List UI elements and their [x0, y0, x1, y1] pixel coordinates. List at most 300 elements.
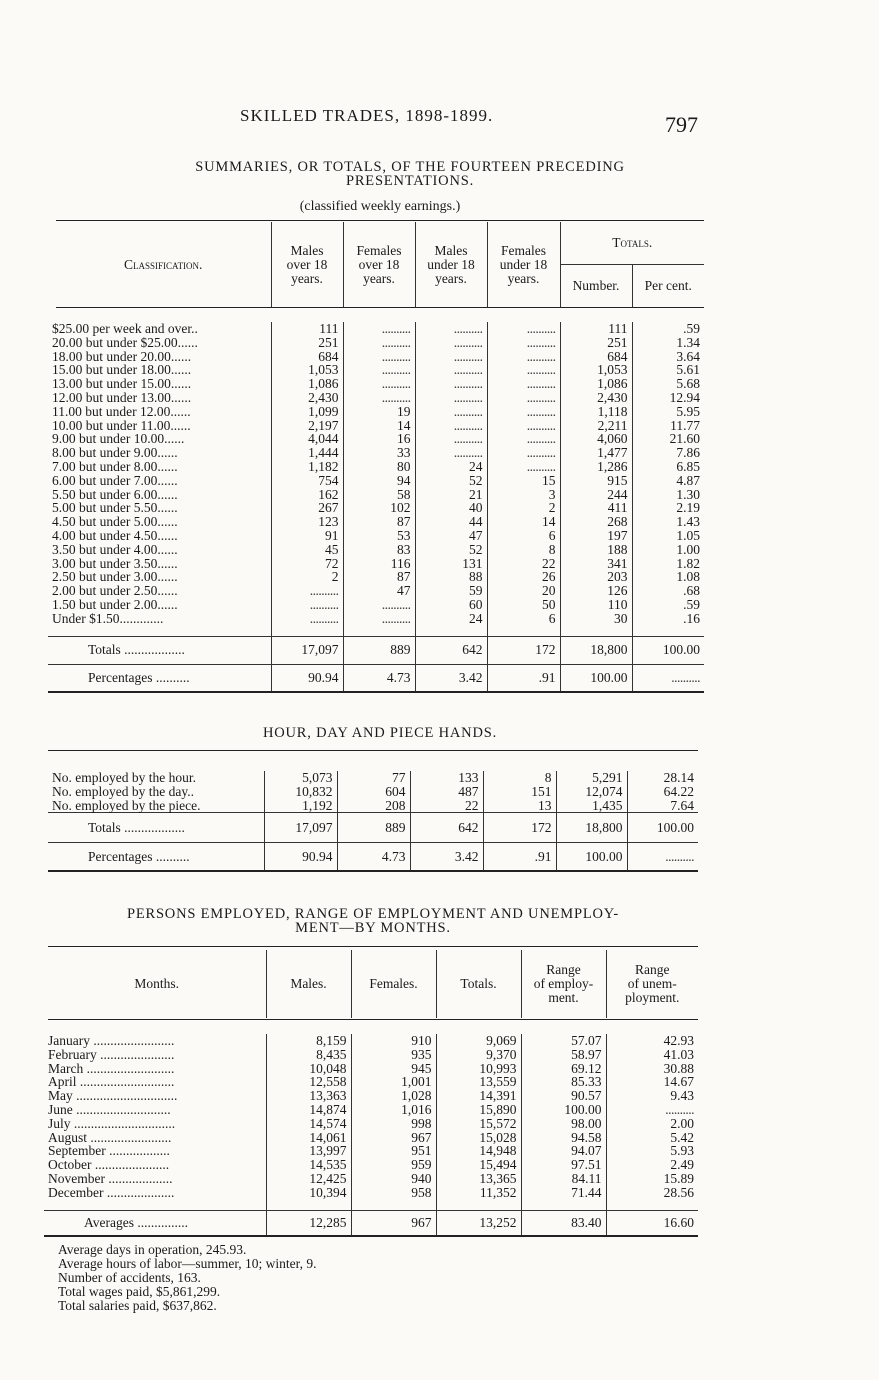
cell-mu: ..........: [415, 391, 487, 405]
table-row: [44, 1144, 698, 1158]
row-label: 2.50 but under 3.00......: [52, 569, 178, 585]
cell-num: 30: [560, 612, 632, 626]
header-line: under 18: [427, 256, 475, 272]
table-row: [44, 1062, 698, 1076]
cell-mo: 2,197: [271, 419, 343, 433]
cell-ru: 42.93: [606, 1034, 698, 1048]
row-label: 9.00 but under 10.00......: [52, 431, 185, 447]
row-label: 3.00 but under 3.50......: [52, 555, 178, 571]
cell-t: 14,391: [436, 1089, 521, 1103]
cell-num: 1,118: [560, 405, 632, 419]
cell-fu: 8: [487, 543, 560, 557]
table-row: [48, 771, 698, 785]
row-label: 6.00 but under 7.00......: [52, 472, 178, 488]
table-row: [48, 570, 704, 584]
cell-ru: 30.88: [606, 1062, 698, 1076]
cell-fo: ..........: [343, 336, 415, 350]
cell-mo: 1,192: [264, 799, 337, 813]
header-range-unemployment: [606, 950, 698, 1018]
cell-fu: ..........: [487, 432, 560, 446]
table-row: [48, 474, 704, 488]
cell-f: 1,016: [351, 1103, 436, 1117]
cell-fo: 116: [343, 557, 415, 571]
cell-pct: 4.87: [632, 474, 704, 488]
row-label: February ......................: [48, 1046, 175, 1062]
cell-fu: ..........: [487, 363, 560, 377]
cell-re: 94.58: [521, 1131, 606, 1145]
cell-pct: 1.08: [632, 570, 704, 584]
cell-fo: 889: [337, 813, 410, 843]
header-range-employment: [521, 950, 606, 1018]
cell-fu: 2: [487, 501, 560, 515]
row-label: Totals ..................: [88, 642, 185, 658]
row-label: April ............................: [48, 1074, 175, 1090]
cell-mu: 642: [410, 813, 483, 843]
footnote-wages: Total wages paid, $5,861,299.: [58, 1284, 221, 1299]
averages-row: [44, 1210, 698, 1236]
row-label: September ..................: [48, 1143, 170, 1159]
section1-title-line2: PRESENTATIONS.: [345, 173, 475, 189]
cell-mo: 2: [271, 570, 343, 584]
cell-pct: 28.14: [627, 771, 698, 785]
section1-subtitle: (classified weekly earnings.): [299, 199, 461, 214]
cell-fo: 14: [343, 419, 415, 433]
row-label: No. employed by the day..: [52, 783, 194, 799]
cell-num: 1,477: [560, 446, 632, 460]
cell-t: 15,572: [436, 1117, 521, 1131]
cell-fu: 3: [487, 488, 560, 502]
header-line: over 18: [358, 256, 400, 272]
table-row: [48, 350, 704, 364]
header-males: Males.: [266, 950, 351, 1018]
cell-fu: ..........: [487, 419, 560, 433]
cell-num: 1,053: [560, 363, 632, 377]
cell-re: 58.97: [521, 1048, 606, 1062]
row-label: Percentages ..........: [88, 848, 190, 864]
cell-pct: ..........: [632, 664, 704, 692]
header-line: ment.: [548, 990, 579, 1005]
cell-ru: 14.67: [606, 1075, 698, 1089]
row-label: 1.50 but under 2.00......: [52, 596, 178, 612]
row-label: Percentages ..........: [88, 669, 190, 685]
cell-mu: ..........: [415, 377, 487, 391]
cell-t: 9,069: [436, 1034, 521, 1048]
cell-mo: 1,053: [271, 363, 343, 377]
cell-pct: 21.60: [632, 432, 704, 446]
cell-f: 967: [351, 1210, 436, 1236]
row-label: 3.50 but under 4.00......: [52, 541, 178, 557]
cell-t: 13,365: [436, 1172, 521, 1186]
cell-pct: 1.30: [632, 488, 704, 502]
row-label: 10.00 but under 11.00......: [52, 417, 191, 433]
cell-re: 57.07: [521, 1034, 606, 1048]
totals-row: [48, 636, 704, 664]
cell-pct: 1.82: [632, 557, 704, 571]
cell-fo: 53: [343, 529, 415, 543]
header-line: Males: [434, 242, 468, 258]
cell-num: 4,060: [560, 432, 632, 446]
cell-mo: 91: [271, 529, 343, 543]
cell-mo: 90.94: [264, 843, 337, 871]
row-label: No. employed by the hour.: [52, 770, 196, 785]
row-label: Totals ..................: [88, 819, 185, 835]
cell-pct: 3.64: [632, 350, 704, 364]
header-number: Number.: [560, 265, 632, 308]
cell-num: 251: [560, 336, 632, 350]
cell-num: 188: [560, 543, 632, 557]
row-label: 5.00 but under 5.50......: [52, 500, 178, 516]
cell-num: 197: [560, 529, 632, 543]
table-row: [48, 515, 704, 529]
header-line: years.: [435, 270, 467, 286]
cell-pct: 5.95: [632, 405, 704, 419]
cell-mo: 17,097: [264, 813, 337, 843]
percentages-row: [48, 664, 704, 692]
table-row: [48, 488, 704, 502]
cell-fu: ..........: [487, 405, 560, 419]
cell-pct: .16: [632, 612, 704, 626]
cell-mo: 17,097: [271, 636, 343, 664]
cell-re: 85.33: [521, 1075, 606, 1089]
cell-mu: 3.42: [415, 664, 487, 692]
cell-mo: 267: [271, 501, 343, 515]
cell-pct: 11.77: [632, 419, 704, 433]
table-row: [44, 1172, 698, 1186]
cell-pct: 6.85: [632, 460, 704, 474]
row-label: May ..............................: [48, 1088, 178, 1104]
cell-num: 1,286: [560, 460, 632, 474]
header-line: ployment.: [625, 990, 680, 1005]
table-row: [44, 1131, 698, 1145]
cell-mu: ..........: [415, 350, 487, 364]
cell-fu: 26: [487, 570, 560, 584]
cell-mo: 754: [271, 474, 343, 488]
cell-fu: 50: [487, 598, 560, 612]
cell-ru: 2.00: [606, 1117, 698, 1131]
header-line: Range: [546, 962, 581, 977]
cell-fu: 13: [483, 799, 556, 813]
row-label: 20.00 but under $25.00......: [52, 334, 198, 350]
row-label: 15.00 but under 18.00......: [52, 362, 192, 378]
cell-fo: 77: [337, 771, 410, 785]
cell-m: 14,874: [266, 1103, 351, 1117]
cell-num: 684: [560, 350, 632, 364]
row-label: November ...................: [48, 1170, 173, 1186]
row-label: 13.00 but under 15.00......: [52, 376, 192, 392]
table-row: [48, 557, 704, 571]
row-label: December ....................: [48, 1184, 175, 1200]
cell-ru: 28.56: [606, 1186, 698, 1200]
cell-num: 110: [560, 598, 632, 612]
header-females: Females.: [351, 950, 436, 1018]
cell-mu: 21: [415, 488, 487, 502]
footnote-hours: Average hours of labor—summer, 10; winter, 9.: [58, 1256, 317, 1271]
cell-pct: .68: [632, 584, 704, 598]
cell-fo: 208: [337, 799, 410, 813]
cell-m: 10,048: [266, 1062, 351, 1076]
cell-num: 100.00: [556, 843, 627, 871]
cell-fu: ..........: [487, 460, 560, 474]
cell-mu: ..........: [415, 336, 487, 350]
header-line: Males: [290, 242, 324, 258]
cell-fo: 19: [343, 405, 415, 419]
cell-mu: 131: [415, 557, 487, 571]
cell-mu: 22: [410, 799, 483, 813]
cell-pct: 100.00: [627, 813, 698, 843]
cell-mo: 111: [271, 322, 343, 336]
cell-f: 951: [351, 1144, 436, 1158]
table-row: [48, 460, 704, 474]
cell-pct: 12.94: [632, 391, 704, 405]
cell-f: 1,001: [351, 1075, 436, 1089]
cell-f: 940: [351, 1172, 436, 1186]
cell-pct: 1.00: [632, 543, 704, 557]
cell-mo: ..........: [271, 612, 343, 626]
header-line: years.: [291, 270, 323, 286]
cell-m: 14,535: [266, 1158, 351, 1172]
header-line: of employ-: [533, 976, 594, 991]
cell-fu: 172: [487, 636, 560, 664]
cell-mu: 52: [415, 474, 487, 488]
row-label: 2.00 but under 2.50......: [52, 583, 178, 599]
table-row: [48, 432, 704, 446]
header-males-over-18: [271, 222, 343, 307]
cell-mo: 72: [271, 557, 343, 571]
table-row: [48, 405, 704, 419]
cell-mo: 4,044: [271, 432, 343, 446]
row-label: 11.00 but under 12.00......: [52, 403, 191, 419]
cell-pct: 5.61: [632, 363, 704, 377]
cell-pct: ..........: [627, 843, 698, 871]
cell-re: 97.51: [521, 1158, 606, 1172]
row-label: March ..........................: [48, 1060, 175, 1076]
header-months: Months.: [134, 976, 180, 991]
cell-fu: ..........: [487, 446, 560, 460]
spacer-row: [48, 626, 704, 637]
table-row: [48, 584, 704, 598]
table-row: [48, 419, 704, 433]
cell-m: 10,394: [266, 1186, 351, 1200]
cell-m: 12,425: [266, 1172, 351, 1186]
cell-num: 2,211: [560, 419, 632, 433]
cell-fo: 58: [343, 488, 415, 502]
cell-num: 126: [560, 584, 632, 598]
totals-row: [48, 813, 698, 843]
page-number: 797: [665, 112, 698, 137]
cell-fo: ..........: [343, 350, 415, 364]
cell-t: 13,252: [436, 1210, 521, 1236]
header-line: under 18: [499, 256, 548, 272]
cell-ru: 15.89: [606, 1172, 698, 1186]
row-label: No. employed by the piece.: [52, 797, 201, 813]
table-row: [44, 1186, 698, 1200]
cell-mo: 1,182: [271, 460, 343, 474]
cell-fo: 83: [343, 543, 415, 557]
cell-num: 100.00: [560, 664, 632, 692]
row-label: 5.50 but under 6.00......: [52, 486, 178, 502]
cell-m: 13,363: [266, 1089, 351, 1103]
cell-re: 94.07: [521, 1144, 606, 1158]
cell-m: 14,061: [266, 1131, 351, 1145]
header-females-over-18: [343, 222, 415, 307]
cell-pct: 1.34: [632, 336, 704, 350]
cell-fu: 6: [487, 529, 560, 543]
cell-mu: ..........: [415, 405, 487, 419]
cell-t: 10,993: [436, 1062, 521, 1076]
cell-m: 12,285: [266, 1210, 351, 1236]
section2-table: [48, 771, 698, 872]
section2-title: HOUR, DAY AND PIECE HANDS.: [262, 725, 498, 741]
cell-fo: ..........: [343, 322, 415, 336]
table-row: [44, 1117, 698, 1131]
row-label: 18.00 but under 20.00......: [52, 348, 192, 364]
cell-num: 5,291: [556, 771, 627, 785]
cell-f: 998: [351, 1117, 436, 1131]
cell-f: 1,028: [351, 1089, 436, 1103]
header-totals-month: Totals.: [436, 950, 521, 1018]
cell-t: 15,890: [436, 1103, 521, 1117]
row-label: August ........................: [48, 1129, 172, 1145]
cell-m: 13,997: [266, 1144, 351, 1158]
cell-mu: ..........: [415, 363, 487, 377]
cell-mo: 251: [271, 336, 343, 350]
table-row: [48, 612, 704, 626]
cell-fu: 20: [487, 584, 560, 598]
cell-mo: 90.94: [271, 664, 343, 692]
cell-num: 915: [560, 474, 632, 488]
cell-num: 18,800: [556, 813, 627, 843]
cell-ru: 41.03: [606, 1048, 698, 1062]
cell-fo: ..........: [343, 391, 415, 405]
cell-mo: 5,073: [264, 771, 337, 785]
row-label: Averages ...............: [84, 1214, 188, 1230]
cell-mu: 24: [415, 612, 487, 626]
cell-num: 12,074: [556, 785, 627, 799]
cell-mo: 684: [271, 350, 343, 364]
cell-mu: 133: [410, 771, 483, 785]
cell-fu: 22: [487, 557, 560, 571]
cell-num: 1,086: [560, 377, 632, 391]
header-line: Females: [356, 242, 402, 258]
cell-ru: 16.60: [606, 1210, 698, 1236]
cell-pct: 100.00: [632, 636, 704, 664]
spacer-row: [44, 1200, 698, 1211]
row-label: Under $1.50.............: [52, 610, 164, 626]
header-percent: Per cent.: [632, 265, 704, 308]
cell-pct: 7.64: [627, 799, 698, 813]
cell-num: 341: [560, 557, 632, 571]
cell-mo: 123: [271, 515, 343, 529]
cell-fo: 94: [343, 474, 415, 488]
cell-fo: 604: [337, 785, 410, 799]
cell-re: 84.11: [521, 1172, 606, 1186]
cell-fu: ..........: [487, 391, 560, 405]
cell-fu: ..........: [487, 336, 560, 350]
cell-fo: 889: [343, 636, 415, 664]
cell-f: 910: [351, 1034, 436, 1048]
cell-re: 69.12: [521, 1062, 606, 1076]
header-line: over 18: [286, 256, 328, 272]
cell-num: 1,435: [556, 799, 627, 813]
cell-re: 100.00: [521, 1103, 606, 1117]
header-line: Females: [501, 242, 546, 258]
section3-table: [44, 1034, 698, 1237]
cell-mu: 487: [410, 785, 483, 799]
table-row: [48, 785, 698, 799]
cell-fo: 87: [343, 515, 415, 529]
cell-ru: ..........: [606, 1103, 698, 1117]
cell-fu: 15: [487, 474, 560, 488]
cell-f: 945: [351, 1062, 436, 1076]
cell-ru: 5.42: [606, 1131, 698, 1145]
cell-mu: 52: [415, 543, 487, 557]
running-head: SKILLED TRADES, 1898-1899.: [240, 106, 494, 125]
cell-fu: 151: [483, 785, 556, 799]
cell-m: 12,558: [266, 1075, 351, 1089]
table-row: [44, 1034, 698, 1048]
row-label: 4.00 but under 4.50......: [52, 527, 178, 543]
cell-f: 958: [351, 1186, 436, 1200]
table-row: [48, 363, 704, 377]
table-row: [44, 1089, 698, 1103]
cell-f: 935: [351, 1048, 436, 1062]
header-line: of unem-: [627, 976, 677, 991]
section3-header: [48, 950, 698, 1018]
row-label: October ......................: [48, 1157, 170, 1173]
table-row: [48, 322, 704, 336]
table-row: [48, 377, 704, 391]
cell-mu: ..........: [415, 446, 487, 460]
cell-mo: 1,086: [271, 377, 343, 391]
cell-fo: ..........: [343, 612, 415, 626]
table-row: [44, 1075, 698, 1089]
row-label: 12.00 but under 13.00......: [52, 389, 192, 405]
cell-t: 15,028: [436, 1131, 521, 1145]
footnote-days: Average days in operation, 245.93.: [58, 1242, 247, 1257]
table-row: [44, 1158, 698, 1172]
cell-fo: ..........: [343, 598, 415, 612]
cell-f: 967: [351, 1131, 436, 1145]
table-row: [48, 501, 704, 515]
cell-num: 203: [560, 570, 632, 584]
cell-mo: 162: [271, 488, 343, 502]
cell-pct: 1.05: [632, 529, 704, 543]
header-line: years.: [363, 270, 395, 286]
cell-t: 9,370: [436, 1048, 521, 1062]
cell-fu: .91: [487, 664, 560, 692]
cell-fo: 47: [343, 584, 415, 598]
row-label: January ........................: [48, 1033, 175, 1048]
cell-fu: 172: [483, 813, 556, 843]
cell-mo: 1,444: [271, 446, 343, 460]
cell-re: 71.44: [521, 1186, 606, 1200]
table-row: [48, 799, 698, 813]
cell-mu: 40: [415, 501, 487, 515]
cell-t: 11,352: [436, 1186, 521, 1200]
cell-mu: 59: [415, 584, 487, 598]
cell-mo: 2,430: [271, 391, 343, 405]
table-row: [44, 1103, 698, 1117]
percentages-row: [48, 843, 698, 871]
cell-re: 90.57: [521, 1089, 606, 1103]
section1-header: [56, 222, 704, 307]
cell-num: 411: [560, 501, 632, 515]
cell-fu: .91: [483, 843, 556, 871]
cell-pct: 1.43: [632, 515, 704, 529]
cell-ru: 5.93: [606, 1144, 698, 1158]
cell-mu: 47: [415, 529, 487, 543]
row-label: 8.00 but under 9.00......: [52, 445, 178, 461]
